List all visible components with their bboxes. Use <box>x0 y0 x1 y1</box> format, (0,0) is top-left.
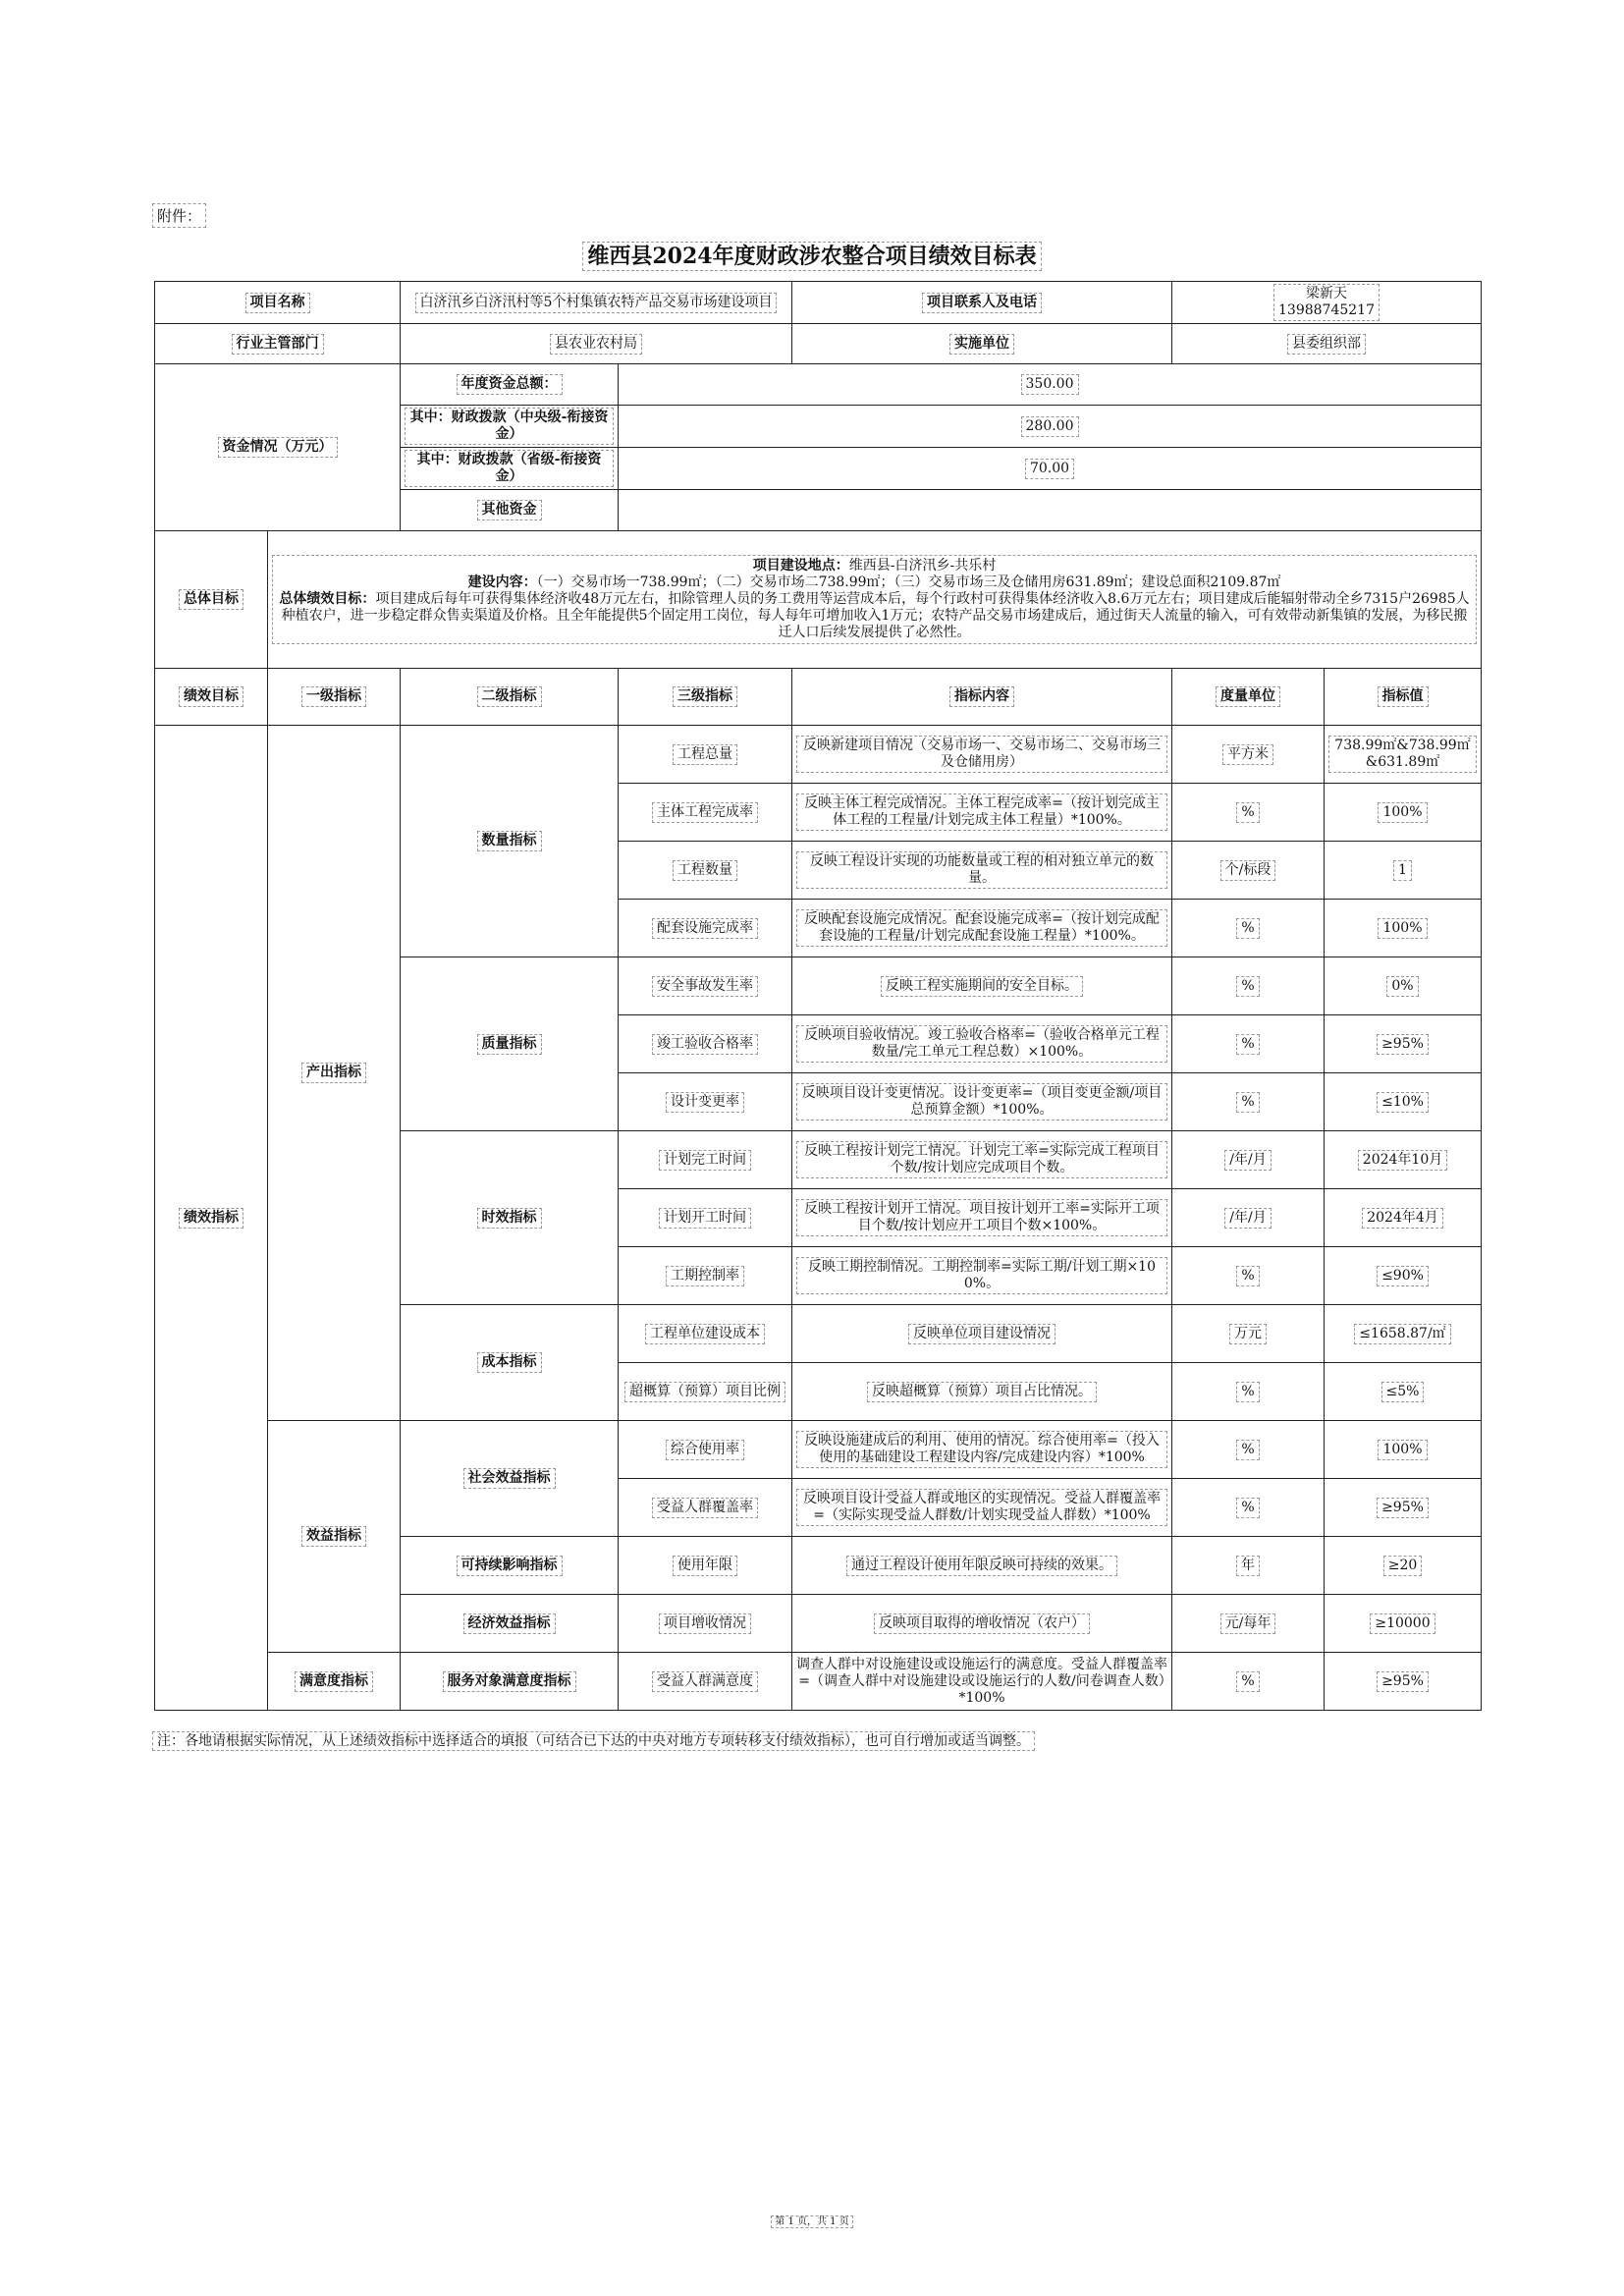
value-cell: ≥10000 <box>1325 1595 1482 1653</box>
level2-social: 社会效益指标 <box>401 1421 619 1537</box>
unit-cell: % <box>1172 784 1325 842</box>
content-cell: 反映项目验收情况。竣工验收合格率=（验收合格单元工程数量/完工单元工程总数）×100%。 <box>792 1015 1172 1073</box>
unit-cell: 年 <box>1172 1537 1325 1595</box>
impl-label: 实施单位 <box>792 324 1172 364</box>
content-cell: 反映工程设计实现的功能数量或工程的相对独立单元的数量。 <box>792 842 1172 900</box>
unit-cell: % <box>1172 1421 1325 1479</box>
unit-cell: % <box>1172 1015 1325 1073</box>
province-value: 70.00 <box>619 448 1482 490</box>
level2-quantity: 数量指标 <box>401 726 619 957</box>
value-cell: ≤90% <box>1325 1247 1482 1305</box>
unit-cell: % <box>1172 957 1325 1015</box>
level2-quality: 质量指标 <box>401 957 619 1131</box>
value-cell: ≥95% <box>1325 1479 1482 1537</box>
col-header: 三级指标 <box>619 669 792 726</box>
l3-cell: 工程数量 <box>619 842 792 900</box>
l3-cell: 主体工程完成率 <box>619 784 792 842</box>
value-cell: 738.99㎡&738.99㎡&631.89㎡ <box>1325 726 1482 784</box>
value-cell: 2024年10月 <box>1325 1131 1482 1189</box>
content-cell: 反映工程实施期间的安全目标。 <box>792 957 1172 1015</box>
col-header: 指标内容 <box>792 669 1172 726</box>
overall-label: 总体目标 <box>155 531 268 669</box>
value-cell: 0% <box>1325 957 1482 1015</box>
central-label: 其中：财政拨款（中央级-衔接资金） <box>401 406 619 448</box>
content-cell: 反映设施建成后的利用、使用的情况。综合使用率=（投入使用的基础建设工程建设内容/完成建设内容）*100% <box>792 1421 1172 1479</box>
l3-cell: 项目增收情况 <box>619 1595 792 1653</box>
footnote: 注：各地请根据实际情况，从上述绩效指标中选择适合的填报（可结合已下达的中央对地方专项转移支付绩效指标），也可自行增加或适当调整。 <box>152 1730 1035 1750</box>
l3-cell: 安全事故发生率 <box>619 957 792 1015</box>
col-header: 度量单位 <box>1172 669 1325 726</box>
level1-benefit: 效益指标 <box>268 1421 401 1653</box>
l3-cell: 工程总量 <box>619 726 792 784</box>
annual-value: 350.00 <box>619 364 1482 406</box>
level2-timeliness: 时效指标 <box>401 1131 619 1305</box>
column-header-row <box>155 669 1482 726</box>
l3-cell: 受益人群覆盖率 <box>619 1479 792 1537</box>
value-cell: 2024年4月 <box>1325 1189 1482 1247</box>
perf-label: 绩效指标 <box>155 726 268 1711</box>
content-cell: 反映单位项目建设情况 <box>792 1305 1172 1363</box>
attachment-label: 附件： <box>152 203 206 228</box>
page-number: 第 1 页，共 1 页 <box>0 2213 1624 2227</box>
value-cell: 1 <box>1325 842 1482 900</box>
col-header: 指标值 <box>1325 669 1482 726</box>
other-value <box>619 490 1482 531</box>
unit-cell: 个/标段 <box>1172 842 1325 900</box>
content-cell: 反映项目设计受益人群或地区的实现情况。受益人群覆盖率=（实际实现受益人群数/计划实现受益人群数）*100% <box>792 1479 1172 1537</box>
project-name-row <box>155 282 1482 324</box>
l3-cell: 配套设施完成率 <box>619 900 792 957</box>
content-cell: 调查人群中对设施建设或设施运行的满意度。受益人群覆盖率=（调查人群中对设施建设或设施运行的人数/问卷调查人数）*100% <box>792 1653 1172 1711</box>
col-header: 一级指标 <box>268 669 401 726</box>
central-value: 280.00 <box>619 406 1482 448</box>
level1-output: 产出指标 <box>268 726 401 1421</box>
overall-content: 项目建设地点：维西县-白济汛乡-共乐村 建设内容：（一）交易市场一738.99㎡；（二）交易市场二738.99㎡；（三）交易市场三及仓储用房631.89㎡；建设总面积2109.87㎡ 总体绩效目标：项目建成后每年可获得集体经济收48万元左右，扣除管理人员的务工费用等运营成本后，每个行政村可获得集体经济收入8.6万元左右；项目建成后能辐射带动全乡7315户26985人种植农户，进一步稳定群众售卖渠道及价格。且全年能提供5个固定用工岗位，每人每年可增加收入1万元；农特产品交易市场建成后，通过街天人流量的输入，可有效带动新集镇的发展，为移民搬迁人口后续发展提供了必然性。 <box>268 531 1482 669</box>
table-row <box>155 726 1482 784</box>
l3-cell: 超概算（预算）项目比例 <box>619 1363 792 1421</box>
performance-table <box>154 281 1482 1711</box>
other-label: 其他资金 <box>401 490 619 531</box>
impl-value: 县委组织部 <box>1172 324 1482 364</box>
content-cell: 反映配套设施完成情况。配套设施完成率=（按计划完成配套设施的工程量/计划完成配套设施工程量）*100%。 <box>792 900 1172 957</box>
unit-cell: % <box>1172 1247 1325 1305</box>
funds-label: 资金情况（万元） <box>155 364 401 531</box>
value-cell: ≥95% <box>1325 1653 1482 1711</box>
overall-row <box>155 531 1482 669</box>
level2-economic: 经济效益指标 <box>401 1595 619 1653</box>
level1-satisfaction: 满意度指标 <box>268 1653 401 1711</box>
annual-label: 年度资金总额： <box>401 364 619 406</box>
province-label: 其中：财政拨款（省级-衔接资金） <box>401 448 619 490</box>
value-cell: 100% <box>1325 1421 1482 1479</box>
col-header: 绩效目标 <box>155 669 268 726</box>
l3-cell: 工程单位建设成本 <box>619 1305 792 1363</box>
l3-cell: 计划开工时间 <box>619 1189 792 1247</box>
l3-cell: 设计变更率 <box>619 1073 792 1131</box>
unit-cell: /年/月 <box>1172 1131 1325 1189</box>
content-cell: 反映工程按计划完工情况。计划完工率=实际完成工程项目个数/按计划应完成项目个数。 <box>792 1131 1172 1189</box>
content-cell: 反映项目设计变更情况。设计变更率=（项目变更金额/项目总预算金额）*100%。 <box>792 1073 1172 1131</box>
l3-cell: 竣工验收合格率 <box>619 1015 792 1073</box>
unit-cell: % <box>1172 900 1325 957</box>
dept-value: 县农业农村局 <box>401 324 792 364</box>
value-cell: ≤5% <box>1325 1363 1482 1421</box>
content-cell: 通过工程设计使用年限反映可持续的效果。 <box>792 1537 1172 1595</box>
l3-cell: 综合使用率 <box>619 1421 792 1479</box>
level2-service: 服务对象满意度指标 <box>401 1653 619 1711</box>
dept-label: 行业主管部门 <box>155 324 401 364</box>
l3-cell: 计划完工时间 <box>619 1131 792 1189</box>
contact-label: 项目联系人及电话 <box>792 282 1172 324</box>
table-row <box>155 1653 1482 1711</box>
funds-annual-row <box>155 364 1482 406</box>
unit-cell: /年/月 <box>1172 1189 1325 1247</box>
unit-cell: % <box>1172 1073 1325 1131</box>
level2-cost: 成本指标 <box>401 1305 619 1421</box>
unit-cell: 元/每年 <box>1172 1595 1325 1653</box>
content-cell: 反映主体工程完成情况。主体工程完成率=（按计划完成主体工程的工程量/计划完成主体工程量）*100%。 <box>792 784 1172 842</box>
value-cell: ≥20 <box>1325 1537 1482 1595</box>
value-cell: ≥95% <box>1325 1015 1482 1073</box>
l3-cell: 使用年限 <box>619 1537 792 1595</box>
content-cell: 反映超概算（预算）项目占比情况。 <box>792 1363 1172 1421</box>
content-cell: 反映新建项目情况（交易市场一、交易市场二、交易市场三及仓储用房） <box>792 726 1172 784</box>
col-header: 二级指标 <box>401 669 619 726</box>
content-cell: 反映工程按计划开工情况。项目按计划开工率=实际开工项目个数/按计划应开工项目个数×100%。 <box>792 1189 1172 1247</box>
level2-sustain: 可持续影响指标 <box>401 1537 619 1595</box>
unit-cell: % <box>1172 1653 1325 1711</box>
value-cell: 100% <box>1325 784 1482 842</box>
value-cell: ≤10% <box>1325 1073 1482 1131</box>
unit-cell: % <box>1172 1479 1325 1537</box>
value-cell: ≤1658.87/㎡ <box>1325 1305 1482 1363</box>
unit-cell: % <box>1172 1363 1325 1421</box>
content-cell: 反映工期控制情况。工期控制率=实际工期/计划工期×100%。 <box>792 1247 1172 1305</box>
unit-cell: 万元 <box>1172 1305 1325 1363</box>
page-title: 维西县2024年度财政涉农整合项目绩效目标表 <box>0 240 1624 270</box>
table-row <box>155 1421 1482 1479</box>
dept-row <box>155 324 1482 364</box>
project-name: 白济汛乡白济汛村等5个村集镇农特产品交易市场建设项目 <box>401 282 792 324</box>
unit-cell: 平方米 <box>1172 726 1325 784</box>
content-cell: 反映项目取得的增收情况（农户） <box>792 1595 1172 1653</box>
value-cell: 100% <box>1325 900 1482 957</box>
contact-value: 梁新天 13988745217 <box>1172 282 1482 324</box>
project-name-label: 项目名称 <box>155 282 401 324</box>
l3-cell: 工期控制率 <box>619 1247 792 1305</box>
l3-cell: 受益人群满意度 <box>619 1653 792 1711</box>
